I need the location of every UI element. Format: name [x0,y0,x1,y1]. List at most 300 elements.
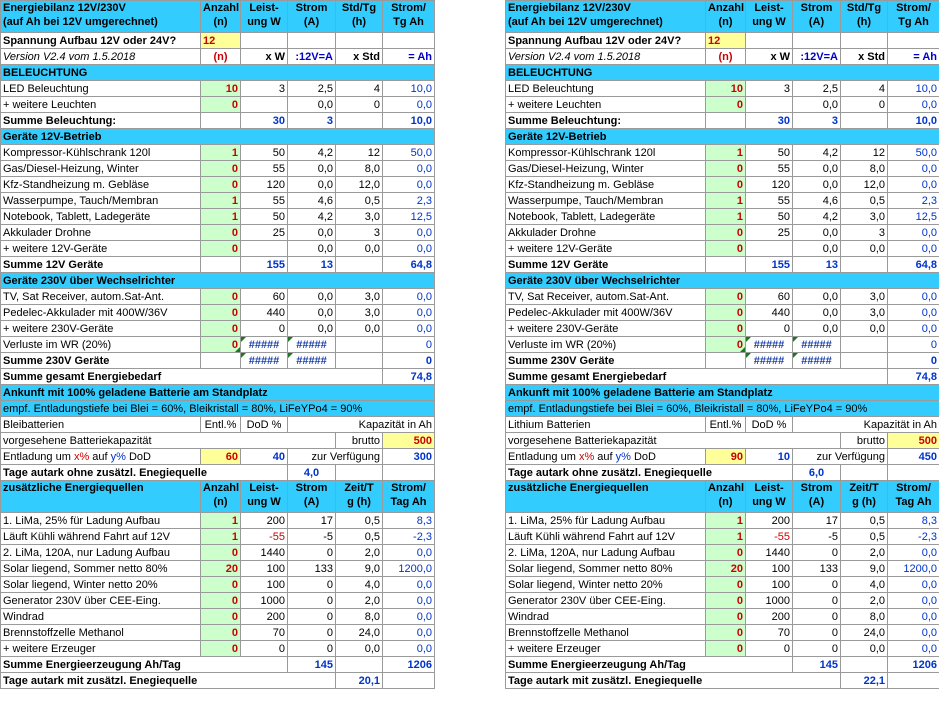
row-n[interactable]: 1 [201,193,241,209]
gesamt-ah[interactable]: 74,8 [383,369,435,385]
quellen-heading[interactable]: zusätzliche Energiequellen [506,481,706,513]
spannung-input[interactable]: 12 [706,33,746,49]
autark2-value[interactable]: 20,1 [336,673,383,689]
row-name[interactable]: + weitere Erzeuger [506,641,706,657]
battery-type[interactable]: Lithium Batterien [506,417,706,433]
row-n[interactable]: 0 [201,161,241,177]
row-w[interactable]: 1000 [241,593,288,609]
row-ah[interactable]: 0,0 [383,97,435,113]
row-a[interactable]: 0,0 [793,305,841,321]
col-stromtg[interactable]: Strom/ Tg Ah [888,1,939,33]
row-ah[interactable]: 0,0 [383,321,435,337]
row-a[interactable]: 0,0 [793,241,841,257]
row-n[interactable]: 0 [201,289,241,305]
version-std[interactable]: x Std [336,49,383,65]
row-w[interactable]: 70 [241,625,288,641]
sum-ah[interactable]: 0 [383,353,435,369]
verfuegbar-value[interactable]: 300 [383,449,435,465]
row-h[interactable]: 0,5 [841,193,888,209]
col-leistung[interactable]: Leist- ung W [746,1,793,33]
sum-w[interactable]: 30 [241,113,288,129]
row-name[interactable]: + weitere Erzeuger [1,641,201,657]
verluste-w[interactable]: ##### [746,337,793,353]
row-name[interactable]: Läuft Kühli während Fahrt auf 12V [506,529,706,545]
row-ah[interactable]: 0,0 [888,641,939,657]
row-n[interactable]: 0 [706,545,746,561]
version-a[interactable]: :12V=A [793,49,841,65]
row-ah[interactable]: 0,0 [383,625,435,641]
row-ah[interactable]: 0,0 [383,641,435,657]
row-n[interactable]: 0 [201,225,241,241]
row-h[interactable]: 2,0 [336,545,383,561]
row-w[interactable]: 1440 [241,545,288,561]
row-h[interactable]: 0,0 [336,641,383,657]
row-a[interactable]: 133 [793,561,841,577]
row-name[interactable]: Windrad [506,609,706,625]
q-col-anzahl[interactable]: Anzahl (n) [201,481,241,513]
row-w[interactable]: 200 [746,609,793,625]
row-a[interactable]: 0,0 [793,321,841,337]
sum-a[interactable]: 13 [793,257,841,273]
row-ah[interactable]: 8,3 [383,513,435,529]
cell[interactable] [336,657,383,673]
row-name[interactable]: 2. LiMa, 120A, nur Ladung Aufbau [506,545,706,561]
row-h[interactable]: 3,0 [336,209,383,225]
autark-value[interactable]: 4,0 [288,465,336,481]
col-anzahl[interactable]: Anzahl (n) [201,1,241,33]
row-ah[interactable]: 0,0 [888,161,939,177]
row-n[interactable]: 0 [706,593,746,609]
row-n[interactable]: 0 [706,305,746,321]
battery-type[interactable]: Bleibatterien [1,417,201,433]
row-w[interactable]: 3 [241,81,288,97]
row-n[interactable]: 10 [201,81,241,97]
sum-ah[interactable]: 1206 [383,657,435,673]
row-a[interactable]: 0 [288,545,336,561]
row-ah[interactable]: 1200,0 [383,561,435,577]
row-a[interactable]: 133 [288,561,336,577]
row-ah[interactable]: 0,0 [383,577,435,593]
dod-value[interactable]: 40 [241,449,288,465]
cell[interactable] [841,657,888,673]
sum-label[interactable]: Summe 12V Geräte [1,257,201,273]
row-n[interactable]: 10 [706,81,746,97]
row-h[interactable]: 0 [336,97,383,113]
verluste-label[interactable]: Verluste im WR (20%) [1,337,201,353]
title-cell[interactable] [506,1,706,33]
row-ah[interactable]: 0,0 [383,177,435,193]
row-w[interactable]: 1440 [746,545,793,561]
cell[interactable] [336,33,383,49]
row-h[interactable]: 3,0 [841,289,888,305]
verluste-n[interactable]: 0 [706,337,746,353]
autark-label[interactable]: Tage autark ohne zusätzl. Enegiequelle [1,465,288,481]
row-name[interactable]: LED Beleuchtung [1,81,201,97]
row-h[interactable]: 4 [336,81,383,97]
col-leistung[interactable]: Leist- ung W [241,1,288,33]
q-col-strom[interactable]: Strom (A) [793,481,841,513]
cell[interactable] [706,353,746,369]
q-col-leistung[interactable]: Leist- ung W [241,481,288,513]
row-n[interactable]: 0 [706,625,746,641]
row-name[interactable]: TV, Sat Receiver, autom.Sat-Ant. [1,289,201,305]
version-xw[interactable]: x W [241,49,288,65]
q-col-zeit[interactable]: Zeit/T g (h) [336,481,383,513]
row-n[interactable]: 1 [201,513,241,529]
row-h[interactable]: 8,0 [841,609,888,625]
row-ah[interactable]: 10,0 [888,81,939,97]
sum-a[interactable]: 145 [288,657,336,673]
brutto-label[interactable]: brutto [841,433,888,449]
row-w[interactable]: 100 [241,577,288,593]
row-h[interactable]: 3 [841,225,888,241]
autark2-value[interactable]: 22,1 [841,673,888,689]
entl-head[interactable]: Entl.% [201,417,241,433]
col-std[interactable]: Std/Tg (h) [336,1,383,33]
autark2-label[interactable]: Tage autark mit zusätzl. Enegiequelle [506,673,841,689]
sum-label[interactable]: Summe 12V Geräte [506,257,706,273]
row-name[interactable]: + weitere 230V-Geräte [1,321,201,337]
row-name[interactable]: Brennstoffzelle Methanol [1,625,201,641]
row-ah[interactable]: 0,0 [383,593,435,609]
row-h[interactable]: 4,0 [336,577,383,593]
dod-head[interactable]: DoD % [746,417,793,433]
row-w[interactable]: 100 [746,561,793,577]
cell[interactable] [841,353,888,369]
cell[interactable] [241,33,288,49]
row-h[interactable]: 2,0 [336,593,383,609]
row-a[interactable]: 0,0 [793,97,841,113]
row-n[interactable]: 1 [201,145,241,161]
row-a[interactable]: -5 [288,529,336,545]
row-h[interactable]: 0,5 [841,513,888,529]
dod-value[interactable]: 10 [746,449,793,465]
row-h[interactable]: 24,0 [841,625,888,641]
row-a[interactable]: 4,6 [793,193,841,209]
row-ah[interactable]: 0,0 [888,593,939,609]
row-w[interactable]: 100 [241,561,288,577]
row-w[interactable]: 50 [746,209,793,225]
gesamt-ah[interactable]: 74,8 [888,369,939,385]
row-ah[interactable]: 0,0 [888,97,939,113]
row-h[interactable]: 3,0 [841,305,888,321]
entl-head[interactable]: Entl.% [706,417,746,433]
row-n[interactable]: 1 [706,513,746,529]
ankunft-note[interactable]: empf. Entladungstiefe bei Blei = 60%, Bleikristall = 80%, LiFeYPo4 = 90% [1,401,435,417]
row-w[interactable]: 120 [746,177,793,193]
cell[interactable] [841,465,888,481]
verluste-n[interactable]: 0 [201,337,241,353]
sum-a[interactable]: 3 [793,113,841,129]
row-ah[interactable]: 0,0 [888,545,939,561]
title-cell[interactable] [1,1,201,33]
row-ah[interactable]: 0,0 [888,609,939,625]
row-h[interactable]: 3,0 [841,209,888,225]
beleuchtung-heading[interactable]: BELEUCHTUNG [506,65,939,81]
row-h[interactable]: 0,5 [336,529,383,545]
version-a[interactable]: :12V=A [288,49,336,65]
row-ah[interactable]: 0,0 [888,241,939,257]
row-ah[interactable]: -2,3 [383,529,435,545]
cell[interactable] [841,113,888,129]
cell[interactable] [336,257,383,273]
cell[interactable] [888,673,939,689]
sum-label[interactable]: Summe Beleuchtung: [1,113,201,129]
row-ah[interactable]: 2,3 [888,193,939,209]
row-ah[interactable]: 0,0 [888,321,939,337]
q-col-stromtg[interactable]: Strom/ Tag Ah [383,481,435,513]
row-n[interactable]: 0 [201,641,241,657]
verluste-ah[interactable]: 0 [383,337,435,353]
row-name[interactable]: Generator 230V über CEE-Eing. [506,593,706,609]
row-name[interactable]: Notebook, Tablett, Ladegeräte [506,209,706,225]
row-w[interactable]: 120 [241,177,288,193]
row-n[interactable]: 0 [706,577,746,593]
row-ah[interactable]: 0,0 [383,241,435,257]
row-ah[interactable]: 10,0 [383,81,435,97]
cell[interactable] [336,337,383,353]
row-w[interactable]: 200 [746,513,793,529]
row-name[interactable]: Kompressor-Kühlschrank 120l [1,145,201,161]
row-n[interactable]: 0 [201,97,241,113]
brutto-label[interactable]: brutto [336,433,383,449]
vorgesehen-label[interactable]: vorgesehene Batteriekapazität [1,433,336,449]
version-label[interactable]: Version V2.4 vom 1.5.2018 [506,49,706,65]
row-w[interactable] [241,241,288,257]
version-std[interactable]: x Std [841,49,888,65]
row-h[interactable]: 4,0 [841,577,888,593]
row-ah[interactable]: 2,3 [383,193,435,209]
ankunft-note[interactable]: empf. Entladungstiefe bei Blei = 60%, Bleikristall = 80%, LiFeYPo4 = 90% [506,401,939,417]
row-a[interactable]: 17 [793,513,841,529]
cell[interactable] [888,465,939,481]
row-ah[interactable]: 0,0 [888,625,939,641]
cell[interactable] [793,33,841,49]
row-ah[interactable]: 0,0 [888,225,939,241]
row-n[interactable]: 0 [201,545,241,561]
row-name[interactable]: Solar liegend, Sommer netto 80% [506,561,706,577]
sum-label[interactable]: Summe Energieerzeugung Ah/Tag [1,657,288,673]
row-a[interactable]: 4,2 [793,145,841,161]
version-xw[interactable]: x W [746,49,793,65]
q-col-leistung[interactable]: Leist- ung W [746,481,793,513]
row-a[interactable]: 0 [793,545,841,561]
row-a[interactable]: 0,0 [288,241,336,257]
row-name[interactable]: Kfz-Standheizung m. Gebläse [1,177,201,193]
version-n[interactable]: (n) [706,49,746,65]
cell[interactable] [383,33,435,49]
row-n[interactable]: 1 [706,529,746,545]
row-w[interactable]: 50 [241,209,288,225]
row-name[interactable]: Generator 230V über CEE-Eing. [1,593,201,609]
row-ah[interactable]: 0,0 [383,305,435,321]
row-h[interactable]: 8,0 [336,161,383,177]
row-n[interactable]: 0 [201,609,241,625]
sum-label[interactable]: Summe 230V Geräte [506,353,706,369]
row-a[interactable]: 0 [288,609,336,625]
cell[interactable] [201,353,241,369]
autark2-label[interactable]: Tage autark mit zusätzl. Enegiequelle [1,673,336,689]
row-h[interactable]: 0 [841,97,888,113]
q-col-anzahl[interactable]: Anzahl (n) [706,481,746,513]
sum-ah[interactable]: 1206 [888,657,939,673]
row-name[interactable]: + weitere Leuchten [506,97,706,113]
row-name[interactable]: Läuft Kühli während Fahrt auf 12V [1,529,201,545]
quellen-heading[interactable]: zusätzliche Energiequellen [1,481,201,513]
row-h[interactable]: 0,0 [841,641,888,657]
row-ah[interactable]: 12,5 [383,209,435,225]
row-a[interactable]: 0 [288,625,336,641]
row-w[interactable]: 440 [241,305,288,321]
row-n[interactable]: 1 [706,209,746,225]
row-a[interactable]: 0 [793,609,841,625]
row-h[interactable]: 8,0 [336,609,383,625]
row-n[interactable]: 0 [201,177,241,193]
row-ah[interactable]: 0,0 [888,177,939,193]
cell[interactable] [383,673,435,689]
row-a[interactable]: 0,0 [288,161,336,177]
spannung-label[interactable]: Spannung Aufbau 12V oder 24V? [506,33,706,49]
row-n[interactable]: 1 [706,193,746,209]
row-name[interactable]: Akkulader Drohne [1,225,201,241]
row-n[interactable]: 0 [706,241,746,257]
row-a[interactable]: 0,0 [793,289,841,305]
cell[interactable] [746,33,793,49]
row-h[interactable]: 2,0 [841,593,888,609]
cell[interactable] [201,257,241,273]
row-n[interactable]: 1 [706,145,746,161]
cell[interactable] [336,113,383,129]
row-n[interactable]: 0 [706,161,746,177]
row-w[interactable]: 0 [746,641,793,657]
col-std[interactable]: Std/Tg (h) [841,1,888,33]
row-name[interactable]: Pedelec-Akkulader mit 400W/36V [506,305,706,321]
kapazitaet-input[interactable]: 500 [888,433,939,449]
row-name[interactable]: Solar liegend, Winter netto 20% [1,577,201,593]
sum-w[interactable]: ##### [746,353,793,369]
row-h[interactable]: 3,0 [336,289,383,305]
row-ah[interactable]: 12,5 [888,209,939,225]
row-name[interactable]: Pedelec-Akkulader mit 400W/36V [1,305,201,321]
row-a[interactable]: 0,0 [288,289,336,305]
version-ah[interactable]: = Ah [383,49,435,65]
row-a[interactable]: 0,0 [793,225,841,241]
row-a[interactable]: 0 [793,577,841,593]
entladung-label[interactable]: Entladung um x% auf y% DoD [506,449,706,465]
row-name[interactable]: Wasserpumpe, Tauch/Membran [1,193,201,209]
row-n[interactable]: 0 [201,321,241,337]
row-name[interactable]: TV, Sat Receiver, autom.Sat-Ant. [506,289,706,305]
row-name[interactable]: + weitere 12V-Geräte [1,241,201,257]
sum-ah[interactable]: 10,0 [888,113,939,129]
sum-a[interactable]: 3 [288,113,336,129]
entl-input[interactable]: 60 [201,449,241,465]
version-ah[interactable]: = Ah [888,49,939,65]
row-ah[interactable]: 50,0 [383,145,435,161]
row-name[interactable]: Brennstoffzelle Methanol [506,625,706,641]
version-n[interactable]: (n) [201,49,241,65]
kapazitaet-input[interactable]: 500 [383,433,435,449]
row-name[interactable]: Gas/Diesel-Heizung, Winter [506,161,706,177]
version-label[interactable]: Version V2.4 vom 1.5.2018 [1,49,201,65]
cell[interactable] [288,33,336,49]
row-w[interactable]: 50 [746,145,793,161]
kap-head[interactable]: Kapazität in Ah [288,417,435,433]
row-n[interactable]: 0 [706,321,746,337]
sum-ah[interactable]: 64,8 [383,257,435,273]
row-name[interactable]: Notebook, Tablett, Ladegeräte [1,209,201,225]
row-a[interactable]: 0,0 [793,177,841,193]
row-w[interactable]: 200 [241,513,288,529]
row-n[interactable]: 0 [201,593,241,609]
row-n[interactable]: 0 [706,225,746,241]
entladung-label[interactable]: Entladung um x% auf y% DoD [1,449,201,465]
row-w[interactable]: 0 [241,321,288,337]
row-a[interactable]: 0,0 [288,305,336,321]
row-w[interactable]: 70 [746,625,793,641]
sum-ah[interactable]: 64,8 [888,257,939,273]
row-a[interactable]: -5 [793,529,841,545]
row-w[interactable]: -55 [241,529,288,545]
row-n[interactable]: 0 [706,641,746,657]
verluste-w[interactable]: ##### [241,337,288,353]
sum-w[interactable]: ##### [241,353,288,369]
row-ah[interactable]: 1200,0 [888,561,939,577]
row-w[interactable]: -55 [746,529,793,545]
row-name[interactable]: Solar liegend, Sommer netto 80% [1,561,201,577]
verfuegung-label[interactable]: zur Verfügung [793,449,888,465]
cell[interactable] [841,257,888,273]
row-n[interactable]: 0 [706,609,746,625]
row-h[interactable]: 2,0 [841,545,888,561]
row-h[interactable]: 0,0 [841,321,888,337]
row-a[interactable]: 0,0 [288,97,336,113]
row-ah[interactable]: 0,0 [383,609,435,625]
row-a[interactable]: 0 [288,577,336,593]
row-w[interactable]: 60 [746,289,793,305]
col-anzahl[interactable]: Anzahl (n) [706,1,746,33]
row-w[interactable] [746,241,793,257]
ankunft-heading[interactable]: Ankunft mit 100% geladene Batterie am Standplatz [1,385,435,401]
row-w[interactable]: 1000 [746,593,793,609]
row-a[interactable]: 17 [288,513,336,529]
sum-a[interactable]: 145 [793,657,841,673]
row-h[interactable]: 12,0 [841,177,888,193]
row-w[interactable]: 55 [746,193,793,209]
row-h[interactable]: 0,5 [336,513,383,529]
row-a[interactable]: 0 [793,641,841,657]
col-strom[interactable]: Strom (A) [793,1,841,33]
cell[interactable] [336,465,383,481]
dod-head[interactable]: DoD % [241,417,288,433]
sum-label[interactable]: Summe 230V Geräte [1,353,201,369]
row-w[interactable]: 50 [241,145,288,161]
row-h[interactable]: 12,0 [336,177,383,193]
row-h[interactable]: 9,0 [336,561,383,577]
row-h[interactable]: 4 [841,81,888,97]
row-name[interactable]: 1. LiMa, 25% für Ladung Aufbau [506,513,706,529]
row-a[interactable]: 0,0 [288,225,336,241]
row-n[interactable]: 0 [706,177,746,193]
row-ah[interactable]: 0,0 [383,545,435,561]
row-ah[interactable]: -2,3 [888,529,939,545]
row-w[interactable]: 200 [241,609,288,625]
verfuegbar-value[interactable]: 450 [888,449,939,465]
cell[interactable] [706,113,746,129]
row-w[interactable] [746,97,793,113]
gesamt-label[interactable]: Summe gesamt Energiebedarf [1,369,383,385]
row-a[interactable]: 0 [793,593,841,609]
